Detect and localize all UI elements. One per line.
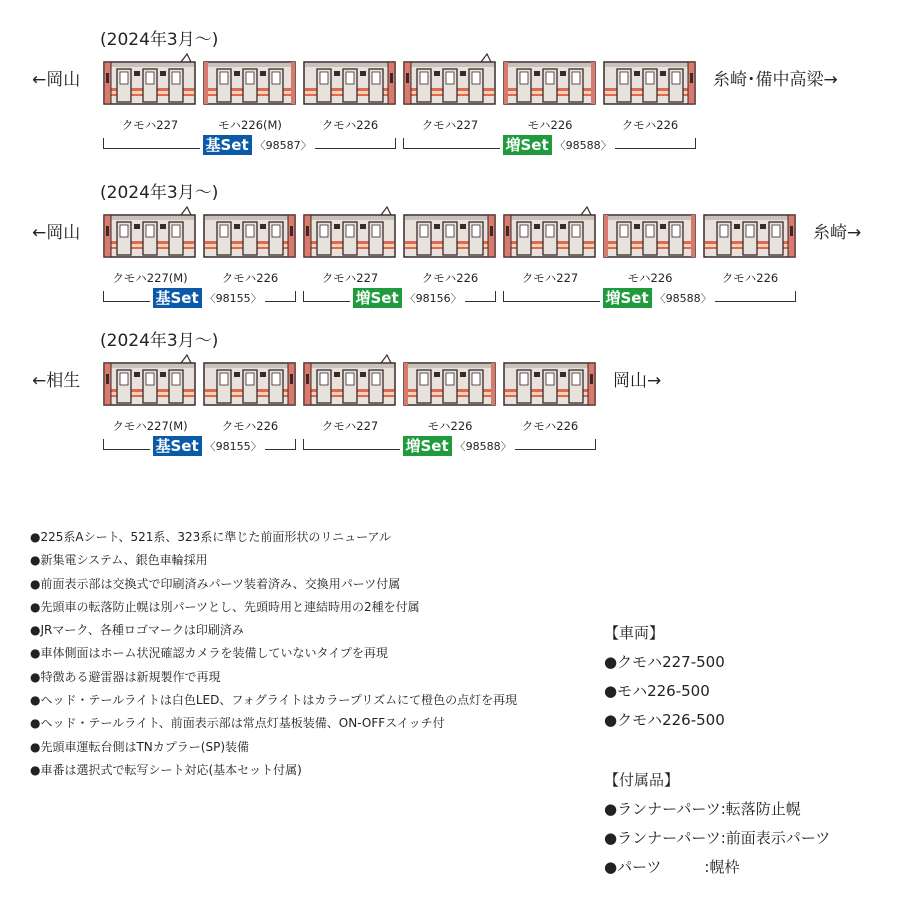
train-car	[603, 51, 696, 95]
accessory-item: ●ランナーパーツ:転落防止幌	[604, 800, 801, 818]
feature-item: ●225系Aシート、521系、323系に準じた前面形状のリニューアル	[30, 530, 391, 544]
set-label	[400, 436, 515, 456]
set-badge: 増Set	[353, 288, 402, 308]
set-label	[350, 288, 465, 308]
set-code: 〈98155〉	[204, 292, 262, 305]
vehicle-item: ●クモハ227-500	[604, 653, 725, 671]
car-label: クモハ226	[221, 271, 279, 285]
car-label: モハ226	[427, 419, 473, 433]
train-car	[403, 204, 496, 248]
train-car	[603, 204, 696, 248]
feature-item: ●特徴ある避雷器は新規製作で再現	[30, 669, 221, 684]
car-label: クモハ227	[121, 118, 179, 132]
right-destination: 糸崎→	[813, 223, 862, 243]
formation-date: (2024年3月〜)	[100, 183, 219, 203]
right-destination: 岡山→	[613, 371, 662, 391]
feature-item: ●車番は選択式で転写シート対応(基本セット付属)	[30, 762, 302, 777]
vehicle-item: ●モハ226-500	[604, 682, 710, 700]
left-destination: ←岡山	[32, 223, 81, 243]
set-code: 〈98155〉	[204, 440, 262, 453]
set-label	[150, 436, 265, 456]
car-label: モハ226	[627, 271, 673, 285]
accessory-item: ●パーツ :幌枠	[604, 858, 740, 876]
train-car	[503, 204, 596, 248]
set-code: 〈98156〉	[404, 292, 462, 305]
vehicle-item: ●クモハ226-500	[604, 711, 725, 729]
train-car	[103, 352, 196, 396]
feature-list	[30, 526, 600, 782]
set-label	[200, 135, 315, 155]
car-label: クモハ226	[721, 271, 779, 285]
train-car	[303, 352, 396, 396]
train-car	[703, 204, 796, 248]
car-label: クモハ227	[321, 271, 379, 285]
train-car	[403, 51, 496, 95]
feature-item: ●先頭車の転落防止幌は別パーツとし、先頭時用と連結時用の2種を付属	[30, 599, 420, 614]
train-car	[303, 204, 396, 248]
feature-item: ●ヘッド・テールライトは白色LED、フォグライトはカラープリズムにて橙色の点灯を再現	[30, 693, 518, 708]
set-badge: 増Set	[403, 436, 452, 456]
set-badge: 増Set	[503, 135, 552, 155]
train-car	[203, 51, 296, 95]
accessories-header: 【付属品】	[604, 771, 680, 789]
train-car	[403, 352, 496, 396]
set-label	[150, 288, 265, 308]
set-code: 〈98588〉	[654, 292, 712, 305]
set-label	[600, 288, 715, 308]
car-label: クモハ226	[421, 271, 479, 285]
set-code: 〈98588〉	[554, 139, 612, 152]
car-label: クモハ227	[421, 118, 479, 132]
set-badge: 基Set	[153, 436, 202, 456]
left-destination: ←岡山	[32, 70, 81, 90]
accessory-item: ●ランナーパーツ:前面表示パーツ	[604, 829, 831, 847]
vehicles-list	[604, 619, 725, 735]
set-code: 〈98587〉	[254, 139, 312, 152]
car-label: クモハ226	[521, 419, 579, 433]
car-label: クモハ227	[521, 271, 579, 285]
feature-item: ●ヘッド・テールライト、前面表示部は常点灯基板装備、ON-OFFスイッチ付	[30, 716, 445, 731]
train-car	[203, 204, 296, 248]
car-label: クモハ226	[321, 118, 379, 132]
car-label: クモハ227(M)	[112, 271, 188, 285]
set-badge: 基Set	[203, 135, 252, 155]
car-label: クモハ226	[621, 118, 679, 132]
train-car	[503, 352, 596, 396]
feature-item: ●JRマーク、各種ロゴマークは印刷済み	[30, 623, 244, 638]
car-label: モハ226(M)	[218, 118, 282, 132]
right-destination: 糸崎･備中高梁→	[713, 70, 838, 90]
set-code: 〈98588〉	[454, 440, 512, 453]
vehicles-header: 【車両】	[604, 624, 665, 642]
set-label	[500, 135, 615, 155]
formation-date: (2024年3月〜)	[100, 30, 219, 50]
accessories-list	[604, 766, 830, 882]
set-badge: 基Set	[153, 288, 202, 308]
train-car	[303, 51, 396, 95]
car-label: クモハ226	[221, 419, 279, 433]
car-label: クモハ227	[321, 419, 379, 433]
feature-item: ●新集電システム、銀色車輪採用	[30, 553, 208, 568]
feature-item: ●車体側面はホーム状況確認カメラを装備していないタイプを再現	[30, 646, 388, 661]
formation-date: (2024年3月〜)	[100, 331, 219, 351]
train-car	[203, 352, 296, 396]
train-car	[103, 51, 196, 95]
train-car	[503, 51, 596, 95]
feature-item: ●前面表示部は交換式で印刷済みパーツ装着済み、交換用パーツ付属	[30, 576, 401, 591]
set-badge: 増Set	[603, 288, 652, 308]
car-label: モハ226	[527, 118, 573, 132]
left-destination: ←相生	[32, 371, 81, 391]
train-car	[103, 204, 196, 248]
car-label: クモハ227(M)	[112, 419, 188, 433]
feature-item: ●先頭車運転台側はTNカプラー(SP)装備	[30, 739, 249, 754]
